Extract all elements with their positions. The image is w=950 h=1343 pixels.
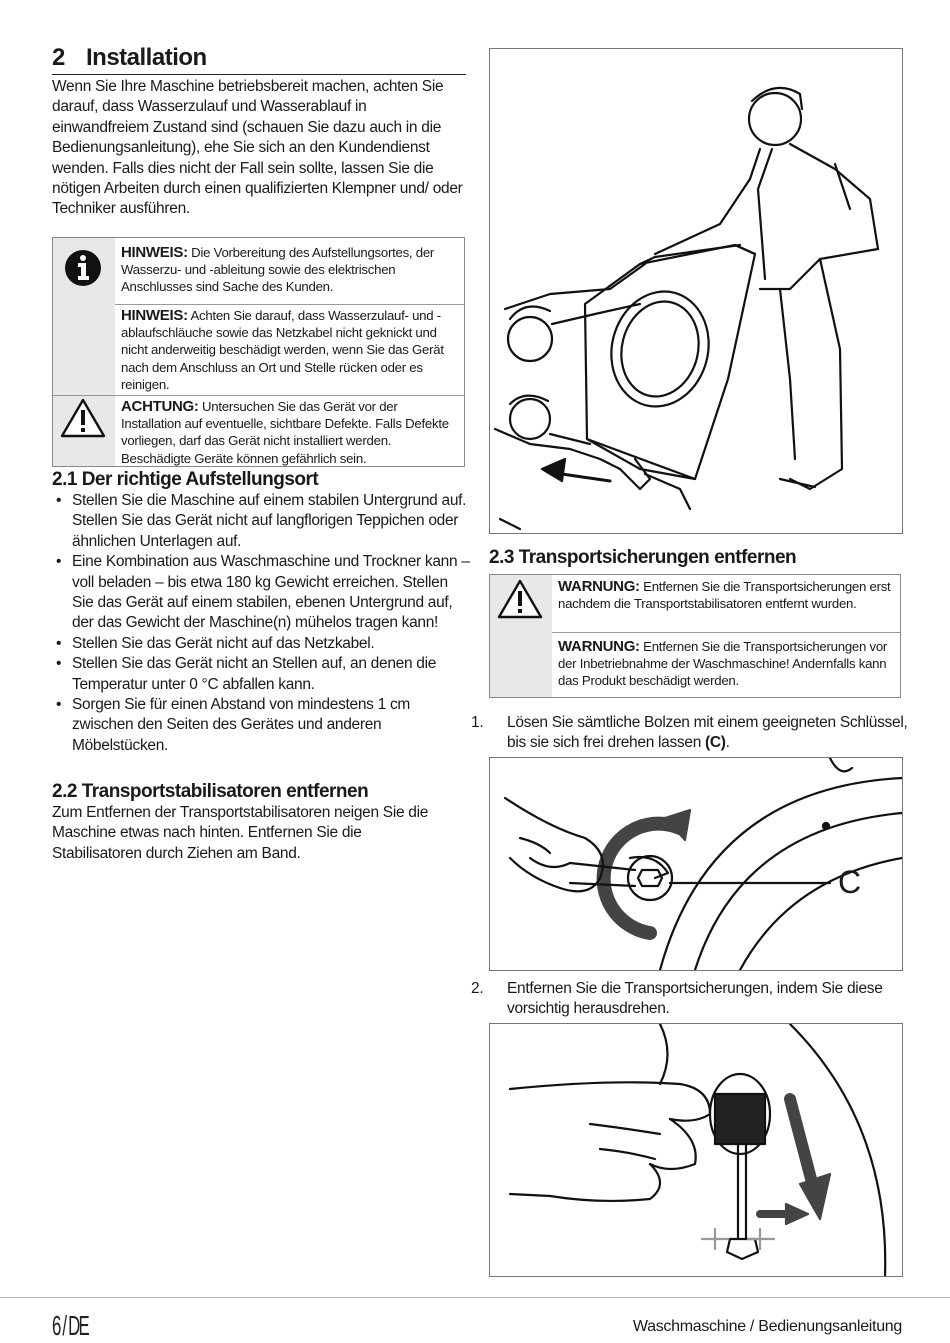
note-3 (121, 398, 457, 467)
section-number: 2 (52, 44, 65, 71)
illustration-remove-bolt (489, 1023, 903, 1277)
list-item: • Sorgen Sie für einen Abstand von mindestens 1 cm zwischen den Seiten des Gerätes und anderen Möbelstücken. (52, 695, 472, 756)
warning-2 (558, 638, 894, 690)
note-1-text: Die Vorbereitung des Aufstellungsortes, der Wasserzu- und -ableitung sowie des elektrischen Anschlusses sind Sache des Kunden. (121, 245, 435, 295)
subsection-2-3-title: 2.3 Transportsicherungen entfernen (489, 547, 797, 568)
page-number: 6 / DE (52, 1310, 88, 1341)
list-item: • Stellen Sie das Gerät nicht an Stellen auf, an denen die Temperatur unter 0 °C abfallen kann. (52, 654, 472, 695)
list-item: • Stellen Sie das Gerät nicht auf das Netzkabel. (52, 634, 472, 654)
step-2 (471, 979, 917, 1020)
list-item: • Eine Kombination aus Waschmaschine und Trockner kann – voll beladen – bis etwa 180 kg Gewicht erreichen. Stellen Sie das Gerät auf einem stabilen, ebenen Untergrund auf, der das Gewicht der Maschine(n) mühelos tragen kann! (52, 552, 472, 634)
step-2-number: 2. (471, 980, 484, 997)
section-title: Installation (86, 44, 207, 71)
warning-1 (558, 578, 894, 612)
note-divider (115, 304, 464, 305)
figure-label-c: C (838, 864, 862, 900)
note-1-label: HINWEIS: (121, 244, 188, 261)
warning-divider (552, 632, 900, 633)
step-1-number: 1. (471, 714, 484, 731)
illustration-carrying-machine (489, 48, 903, 534)
warning-2-text: Entfernen Sie die Transportsicherungen vor der Inbetriebnahme der Waschmaschine! Andernfalls kann das Produkt beschädigt werden. (558, 639, 888, 689)
list-item: • Stellen Sie die Maschine auf einem stabilen Untergrund auf. Stellen Sie das Gerät nicht auf langflorigen Teppichen oder ähnlichen Unterlagen auf. (52, 491, 472, 552)
step-1-ref: (C) (705, 734, 726, 752)
note-3-label: ACHTUNG: (121, 398, 199, 415)
step-1-tail: . (725, 734, 730, 752)
warning-1-label: WARNUNG: (558, 578, 640, 595)
footer-rule (0, 1297, 950, 1298)
warnings-box (489, 574, 901, 698)
warning-2-label: WARNUNG: (558, 638, 640, 655)
intro-paragraph: Wenn Sie Ihre Maschine betriebsbereit machen, achten Sie darauf, dass Wasserzulauf und Wasserablauf in einwandfreiem Zustand sind (schauen Sie dazu auch in die Bedienungsanleitung), ehe Sie sich an den Kundendienst wenden. Falls dies nicht der Fall sein sollte, lassen Sie die nötigen Arbeiten durch einen qualifizierten Klempner und/ oder Techniker ausführen. (52, 78, 463, 218)
note-2-label: HINWEIS: (121, 307, 188, 324)
note-3-text: Untersuchen Sie das Gerät vor der Installation auf eventuelle, sichtbare Defekte. Falls Defekte vorliegen, darf das Gerät nicht installiert werden. Beschädigte Geräte können gefährlich sein. (121, 399, 449, 466)
subsection-2-1-title: 2.1 Der richtige Aufstellungsort (52, 469, 319, 490)
illustration-loosen-bolt (489, 757, 903, 971)
step-2-text: Entfernen Sie die Transportsicherungen, indem Sie diese vorsichtig herausdrehen. (507, 980, 883, 1018)
warning-1-text: Entfernen Sie die Transportsicherungen erst nachdem die Transportstabilisatoren entfernt wurden. (558, 579, 891, 612)
notes-box (52, 237, 465, 467)
note-2-text: Achten Sie darauf, dass Wasserzulauf- und -ablaufschläuche sowie das Netzkabel nicht geknickt und nicht anderweitig beschädigt werden, wenn Sie das Gerät nach dem Anschluss an Ort und Stelle rücken oder es reinigen. (121, 308, 444, 392)
subsection-2-2-text: Zum Entfernen der Transportstabilisatoren neigen Sie die Maschine etwas nach hinten. Entfernen Sie die Stabilisatoren durch Ziehen am Band. (52, 804, 429, 862)
step-1 (471, 713, 917, 754)
location-bullet-list (52, 491, 472, 756)
note-2 (121, 307, 457, 393)
footer-title: Waschmaschine / Bedienungsanleitung (632, 1318, 902, 1335)
note-1 (121, 244, 457, 296)
section-heading (52, 44, 466, 75)
note-divider (53, 395, 464, 396)
step-1-text: Lösen Sie sämtliche Bolzen mit einem geeigneten Schlüssel, bis sie sich frei drehen lassen (507, 714, 908, 752)
warning-triangle-icon (496, 577, 544, 621)
warning-triangle-icon (59, 396, 107, 440)
subsection-2-2-title: 2.2 Transportstabilisatoren entfernen (52, 781, 369, 802)
info-icon (61, 246, 105, 290)
